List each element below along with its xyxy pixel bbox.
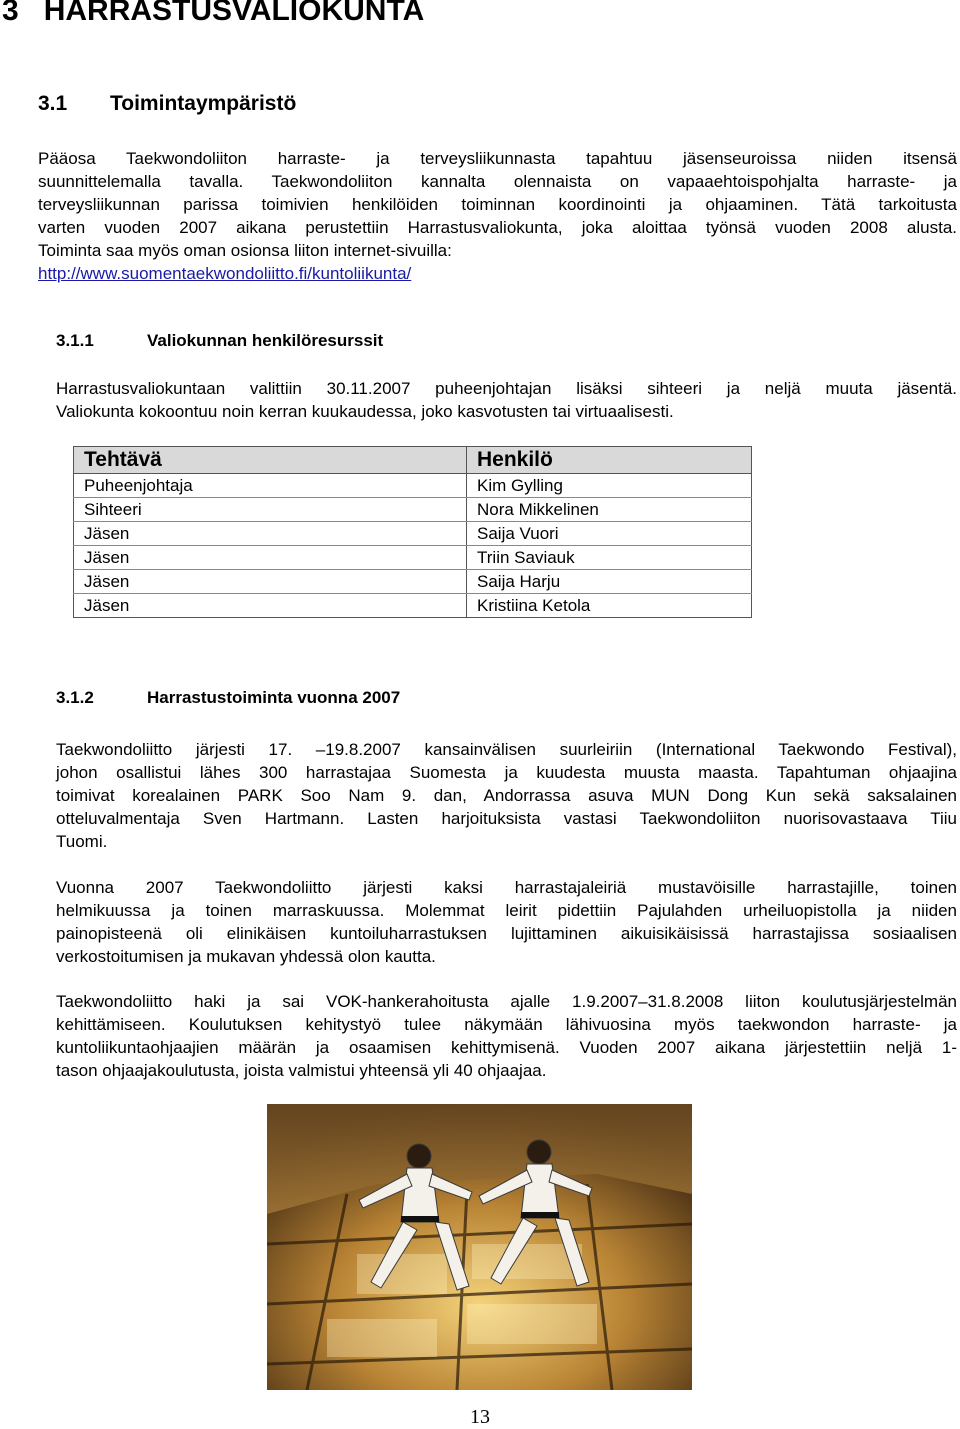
section-3-1-paragraph [38,147,957,285]
text-line: Vuonna 2007 Taekwondoliitto järjesti kaksi harrastajaleiriä mustavöisille harrastajille, toinen [56,878,957,897]
column-header-person: Henkilö [467,447,752,474]
text-line: toimivat korealainen PARK Soo Nam 9. dan, Andorrassa asuva MUN Dong Kun sekä saksalainen [56,786,957,805]
page-number: 13 [470,1406,490,1428]
person-cell: Saija Vuori [467,522,752,546]
chapter-title: HARRASTUSVALIOKUNTA [43,0,425,27]
role-cell: Puheenjohtaja [74,474,467,498]
subsection-number-3-1-1: 3.1.1 [56,331,94,350]
text-line: Valiokunta kokoontuu noin kerran kuukaudessa, joko kasvotusten tai virtuaalisesti. [56,402,674,421]
text-line: tason ohjaajakoulutusta, joista valmistui yhteensä yli 40 ohjaajaa. [56,1061,547,1080]
text-line: kehittämiseen. Koulutuksen kehitystyö tulee näkymään lähivuosina myös taekwondon harraste- ja [56,1015,957,1034]
text-line: varten vuoden 2007 aikana perustettiin Harrastusvaliokunta, joka aloittaa työnsä vuoden 2008 alusta. [38,218,957,237]
table-header-row [74,447,752,474]
section-number: 3.1 [38,92,68,115]
taekwondo-photo [267,1104,692,1390]
person-cell: Saija Harju [467,570,752,594]
person-cell: Kristiina Ketola [467,594,752,618]
website-link[interactable]: http://www.suomentaekwondoliitto.fi/kuntoliikunta/ [38,264,412,283]
text-line: terveysliikunnan parissa toimivien henkilöiden toiminnan koordinointi ja ohjaaminen. Tätä tarkoitusta [38,195,957,214]
chapter-heading [2,0,424,28]
text-line: otteluvalmentaja Sven Hartmann. Lasten harjoituksista vastasi Taekwondoliiton nuorisovastaava Tiiu [56,809,957,828]
person-cell: Nora Mikkelinen [467,498,752,522]
table-row [74,498,752,522]
role-cell: Sihteeri [74,498,467,522]
subsection-number-3-1-2: 3.1.2 [56,688,94,707]
text-line: Taekwondoliitto järjesti 17. –19.8.2007 kansainvälisen suurleiriin (International Taekwondo Festival), [56,740,957,759]
column-header-role: Tehtävä [74,447,467,474]
text-line: verkostoitumisen ja mukavan yhdessä olon kautta. [56,947,436,966]
table-row [74,522,752,546]
section-title-3-1: Toimintaympäristö [110,92,297,115]
section-heading-3-1 [38,92,67,116]
section-3-1-1-paragraph [56,377,957,423]
section-3-1-2-paragraph-1 [56,738,957,853]
table-row [74,594,752,618]
chapter-number: 3 [2,0,19,27]
person-cell: Triin Saviauk [467,546,752,570]
text-line: kuntoliikuntaohjaajien määrän ja osaamisen kehittymisenä. Vuoden 2007 aikana järjestettiin neljä 1- [56,1038,957,1057]
text-line: Tuomi. [56,832,108,851]
role-cell: Jäsen [74,522,467,546]
subsection-title-3-1-1: Valiokunnan henkilöresurssit [147,331,384,350]
table-row [74,570,752,594]
taekwondo-photo-icon [267,1104,692,1390]
text-line: helmikuussa ja toinen marraskuussa. Molemmat leirit pidettiin Pajulahden urheiluopistolla ja niiden [56,901,957,920]
role-cell: Jäsen [74,570,467,594]
text-line: Pääosa Taekwondoliiton harraste- ja terveysliikunnasta tapahtuu jäsenseuroissa niiden itsensä [38,149,957,168]
role-cell: Jäsen [74,594,467,618]
section-3-1-2-paragraph-3 [56,990,957,1082]
role-cell: Jäsen [74,546,467,570]
subsection-title-3-1-2: Harrastustoiminta vuonna 2007 [147,688,401,707]
text-line: johon osallistui lähes 300 harrastajaa Suomesta ja kuudesta muusta maasta. Tapahtuman ohjaajina [56,763,957,782]
committee-table [73,446,752,618]
text-line: Toiminta saa myös oman osionsa liiton internet-sivuilla: [38,241,452,260]
table-row [74,474,752,498]
text-line: Taekwondoliitto haki ja sai VOK-hankerahoitusta ajalle 1.9.2007–31.8.2008 liiton koulutusjärjestelmän [56,992,957,1011]
text-line: painopisteenä oli elinikäisen kuntoiluharrastuksen lujittaminen aikuisikäisissä harrastajissa sosiaalisen [56,924,957,943]
text-line: suunnittelemalla tavalla. Taekwondoliiton kannalta olennaista on vapaaehtoispohjalta harraste- ja [38,172,957,191]
person-cell: Kim Gylling [467,474,752,498]
section-3-1-2-paragraph-2 [56,876,957,968]
table-row [74,546,752,570]
text-line: Harrastusvaliokuntaan valittiin 30.11.2007 puheenjohtajan lisäksi sihteeri ja neljä muuta jäsentä. [56,379,957,398]
